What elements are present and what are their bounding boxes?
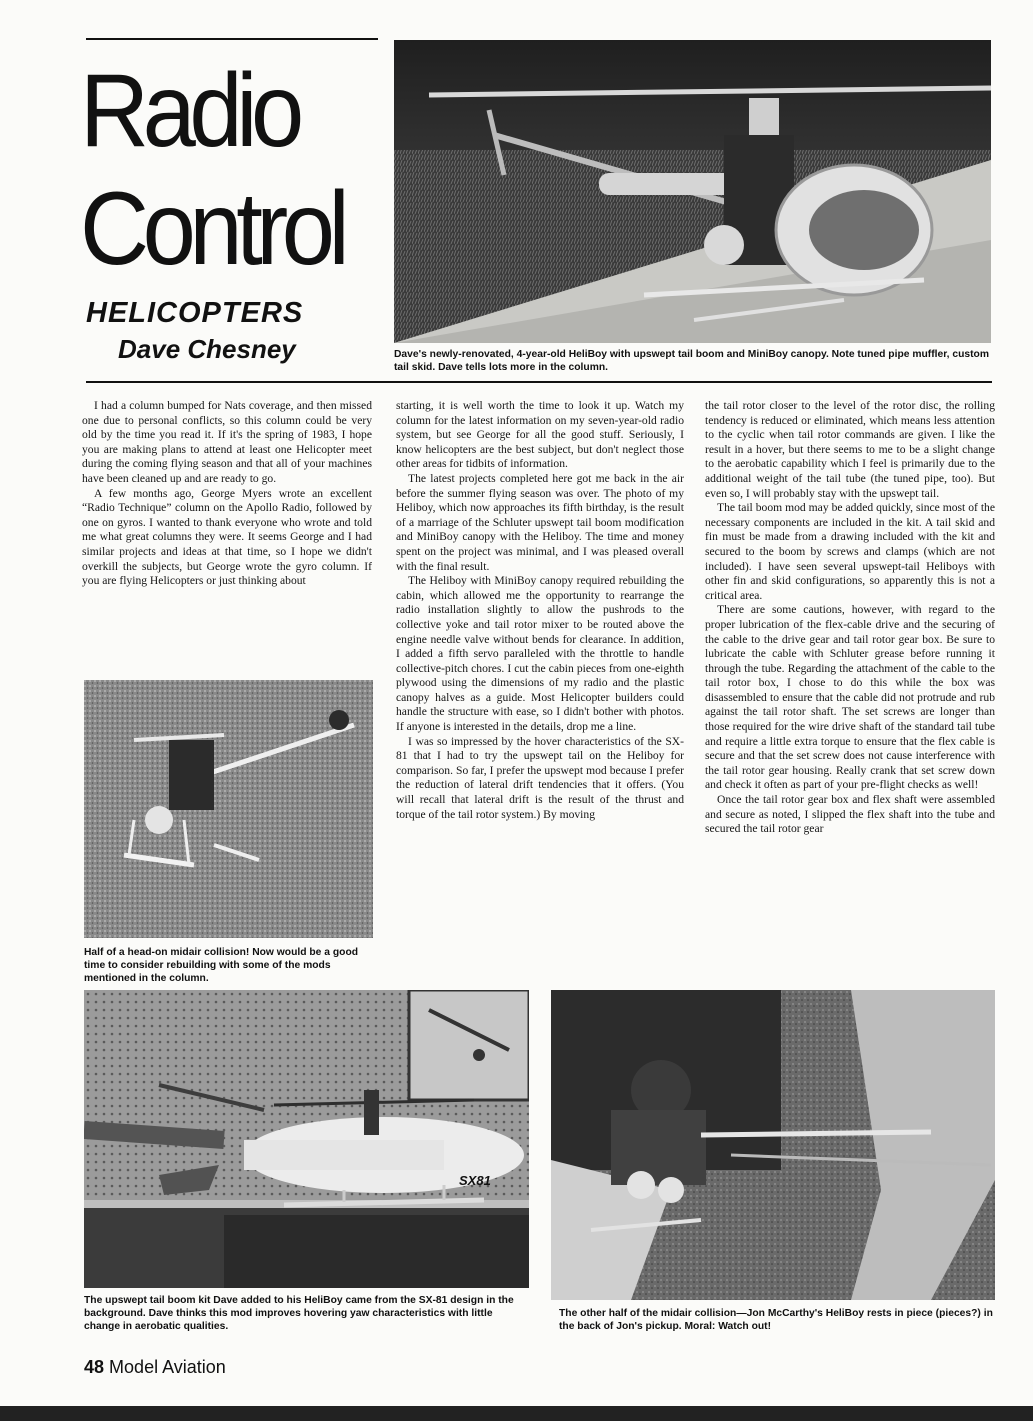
text-column-3 xyxy=(705,399,995,837)
text-column-2 xyxy=(396,399,684,822)
subtitle: HELICOPTERS xyxy=(86,297,304,329)
text-column-1 xyxy=(82,399,372,589)
scan-edge xyxy=(0,1406,1033,1421)
photo-tailboom-kit xyxy=(84,990,529,1288)
magazine-name: Model Aviation xyxy=(109,1357,226,1377)
photo-tailboom-illustration xyxy=(84,990,529,1288)
author-byline: Dave Chesney xyxy=(118,334,296,364)
paragraph: I was so impressed by the hover characteristics of the SX-81 that I had to try the upswept tail on the Heliboy for comparison. So far, I prefer the upswept mod because I prefer the reduction of lateral drift tendencies that it offers. (You will recall that lateral drift is the result of the thrust and torque of the tail rotor system.) By moving xyxy=(396,734,684,821)
paragraph: There are some cautions, however, with regard to the proper lubrication of the flex-cable drive and the securing of the cable to the drive gear and tail rotor gear box. Be sure to lubricate the cable with Schluter grease before running it through the tube. Regarding the attachment of the cable to the tail rotor box, I chose to do this while the box was disassembled to ensure that the cable did not protrude and rub against the tail rotor shaft. The set screws are longer than those required for the wire drive shaft of the standard tail tube and require a little extra torque to ensure that the flex cable is secure and that the set screw does not cause interference with the tail rotor gear housing. Really crank that set screw down and check it often as part of your pre-flight checks as well! xyxy=(705,603,995,792)
paragraph: The tail boom mod may be added quickly, since most of the necessary components are included in the kit. A tail skid and fin must be made from a drawing included with the kit and secured to the boom by screws and clamps (which are not included). I have seen several upswept-tail Heliboys with other fin and skid configurations, so apparently this is not a critical area. xyxy=(705,501,995,602)
page-folio xyxy=(84,1357,226,1378)
photo-midair-half xyxy=(84,680,373,938)
photo-pickup-wreck xyxy=(551,990,995,1300)
page-number: 48 xyxy=(84,1357,105,1377)
paragraph: The latest projects completed here got me back in the air before the summer flying season was over. The photo of my Heliboy, which now approaches its fifth birthday, is the result of a marriage of the Schluter upswept tail boom modification and MiniBoy canopy with the Heliboy. The time and money spent on the project was minimal, and I was pleased overall with the final result. xyxy=(396,471,684,573)
caption-pickup-photo: The other half of the midair collision—Jon McCarthy's HeliBoy rests in piece (pieces?) in the back of Jon's pickup. Moral: Watch out! xyxy=(559,1308,993,1332)
photo-heliboy-illustration xyxy=(394,40,991,343)
paragraph: I had a column bumped for Nats coverage, and then missed one due to personal conflicts, so this column could be very old by the time you read it. If it's the spring of 1983, I hope you are making plans to attend at least one Helicopter meet during the coming flying season and that all of your machines have been cleaned up and are ready to go. xyxy=(82,399,372,485)
photo-midair-illustration xyxy=(84,680,373,938)
top-rule xyxy=(86,38,378,40)
caption-tailboom-photo: The upswept tail boom kit Dave added to his HeliBoy came from the SX-81 design in the background. Dave thinks this mod improves hovering yaw characteristics with little change in aerobatic qualities. xyxy=(84,1295,514,1332)
paragraph: A few months ago, George Myers wrote an excellent “Radio Technique” column on the Apollo Radio, followed by one on gyros. I wanted to thank everyone who wrote and told me what great columns they were. It seems George and I had similar projects and ideas at that time, so I hope we didn't overkill the subjects, but George wrote the gyro column. If you are flying Helicopters or just thinking about xyxy=(82,486,372,588)
title-line-radio: Radio xyxy=(80,53,298,169)
paragraph: Once the tail rotor gear box and flex shaft were assembled and secure as noted, I slipped the flex shaft into the tube and secured the tail rotor gear xyxy=(705,793,995,836)
sx81-label: SX81 xyxy=(459,1173,491,1188)
paragraph: The Heliboy with MiniBoy canopy required rebuilding the cabin, which allowed me the opportunity to rearrange the radio installation slightly to allow the pushrods to the collective yoke and tail rotor mixer to be routed above the engine needle valve without bends for clearance. In addition, I added a fifth servo paralleled with the throttle to handle collective-pitch chores. I cut the cabin pieces from one-eighth plywood using the dimensions of my radio and the plastic canopy halves as a guide. Most Helicopter builders could handle the structure with ease, so I didn't bother with photos. If anyone is interested in the details, drop me a line. xyxy=(396,574,684,734)
paragraph: the tail rotor closer to the level of the rotor disc, the rolling tendency is reduced or eliminated, which means less attention to the cyclic when tail rotor commands are given. I like the result in a hover, but there seems to me to be a slight change to the aerobatic capability which I feel is primarily due to the additional weight of the tail tube (the tuned pipe, too). But even so, I will probably stay with the upswept tail. xyxy=(705,399,995,500)
photo-pickup-illustration xyxy=(551,990,995,1300)
paragraph: starting, it is well worth the time to look it up. Watch my column for the latest information on my seven-year-old radio system, but see George for all the good stuff. Seriously, I know helicopters are the best subject, but don't neglect those other areas for tidbits of information. xyxy=(396,399,684,471)
photo-heliboy-renovated xyxy=(394,40,991,343)
header-rule xyxy=(86,381,992,383)
caption-midair-photo: Half of a head-on midair collision! Now would be a good time to consider rebuilding with some of the mods mentioned in the column. xyxy=(84,947,359,984)
caption-top-photo: Dave's newly-renovated, 4-year-old HeliBoy with upswept tail boom and MiniBoy canopy. Note tuned pipe muffler, custom tail skid. Dave tells lots more in the column. xyxy=(394,349,989,373)
title-line-control: Control xyxy=(80,171,344,287)
